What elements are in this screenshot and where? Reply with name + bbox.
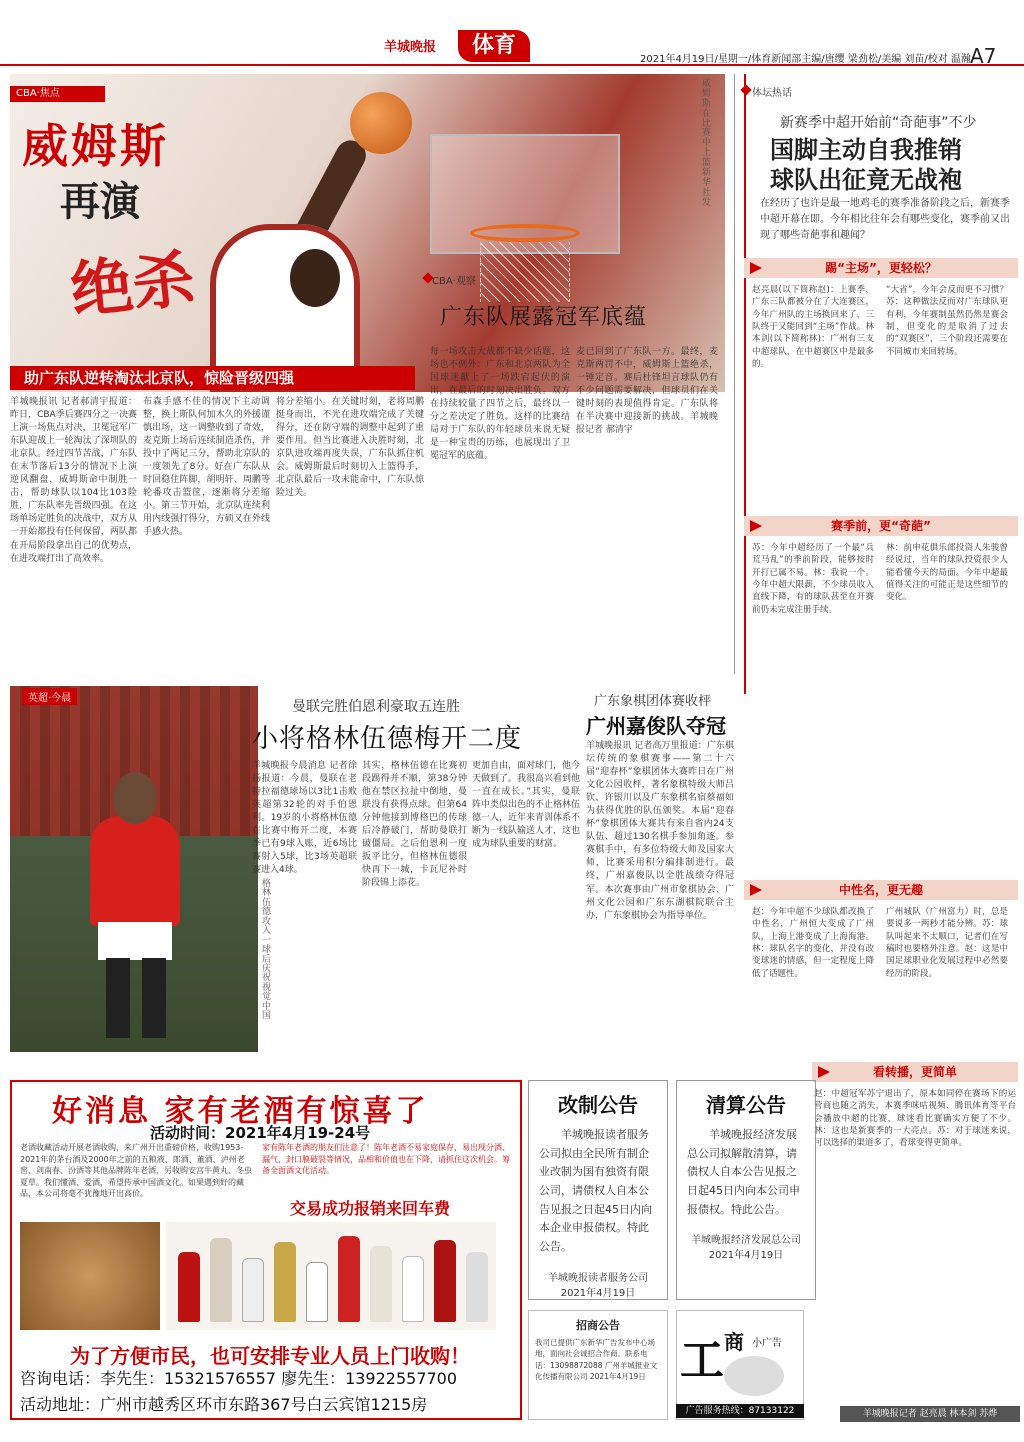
bottle-icon: [274, 1242, 296, 1322]
greenwood-photo: [10, 686, 258, 1052]
column-divider: [734, 74, 735, 674]
player-shirt-shape: [90, 816, 180, 926]
hero-title-line3: 绝杀: [67, 241, 199, 328]
mancity-tag: 英超·今晨: [22, 688, 77, 705]
small-ad-char: 商: [724, 1330, 744, 1354]
sidebar-text-1: 赵亮晨(以下简称赵)：上赛季，广东三队都被分在了大连赛区，今年广州队的主场换回来了，三队终于又能回到“主场”作战。林本剑(以下简称林)：广州有三支中超球队，在中超赛区中是最多的。: [752, 285, 874, 369]
reform-notice-signer: 羊城晚报读者服务公司: [548, 1272, 648, 1284]
small-ad-hotline: 广告服务热线：87133122: [676, 1404, 804, 1418]
liquidation-notice-signer: 羊城晚报经济发展总公司: [691, 1235, 801, 1247]
mancity-title: 小将格林伍德梅开二度: [252, 724, 523, 754]
recruit-notice: [528, 1310, 668, 1420]
newspaper-logo: 羊城晚报: [384, 40, 437, 55]
sidebar-text-3: 苏：今年中超经历了一个最“兵荒马乱”的季前阶段，能够按时开打已属不易。林：我说一个。今年中超大限薪，不少球员收入直线下降，有的球队甚至在开赛前仍未完成注册手续。: [752, 543, 874, 615]
reform-notice-date: 2021年4月19日: [560, 1287, 636, 1299]
sidebar-lead: 在经历了也许是最一地鸡毛的赛季准备阶段之后，新赛季中超开幕在即。今年相比往年会有哪些变化，赛季前又出现了哪些奇葩事和趣闻？: [760, 198, 1010, 241]
sidebar-text-2: “大省”，今年会反而更不习惯？苏：这种做法反而对广东球队更有利，今年赛制虽然仍然是赛会制，但变化的是取消了过去的“双赛区”，三个阶段还需要在不同城市来回转场。: [886, 285, 1008, 357]
telephone-icon: [724, 1356, 784, 1396]
story1-column-3: 将分差缩小。在关键时刻，老将周鹏挺身而出，不光在进攻端完成了关键得分，还在防守端的调整中起到了重要作用。但当比赛进入决胜时刻，北京队进攻端再度失误，广东队抓住机会。威姆斯最后时刻切入上篮得手，北京队最后一攻未能命中，广东队惊险过关。: [276, 397, 424, 499]
bottle-icon: [402, 1256, 424, 1322]
mancity-column-1: 羊城晚报今晨消息 记者徐扬报道：今晨，曼联在老特拉福德球场以3比1击败英超第32轮的对手伯恩利。19岁的小将格林伍德在比赛中梅开二度，本赛季已有9球入账，近6场比赛射入5球，比3场英超联赛进入4球。: [252, 761, 357, 876]
sidebar-tag: 体坛热话: [752, 88, 792, 99]
issue-line: 2021年4月19日/星期一/体育新闻部主编/唐缨 梁劲松/美编 刘苗/校对 温瀚: [640, 54, 971, 65]
small-ad-big-char: 工: [680, 1335, 724, 1386]
liquor-ad-contact: 咨询电话：李先生：15321576557 廖先生：13922557700: [20, 1369, 458, 1388]
sidebar-headline-1: 国脚主动自我推销: [770, 136, 962, 164]
page-number: A7: [970, 44, 997, 68]
liquidation-notice: [676, 1080, 816, 1300]
sidebar-band-2: 赛季前，更“奇葩”: [744, 516, 1018, 536]
liquor-ad-subtitle: 交易成功报销来回车费: [290, 1199, 451, 1218]
section-badge: 体育: [458, 30, 530, 62]
liquor-ad-address: 活动地址：广州市越秀区环市东路367号白云宾馆1215房: [20, 1395, 428, 1414]
sidebar-accent-rule: [744, 74, 746, 694]
sidebar-headline-2: 球队出征竟无战袍: [770, 166, 962, 194]
hero-title-line2: 再演: [60, 178, 140, 225]
observe-title: 广东队展露冠军底蕴: [440, 305, 648, 330]
bottle-icon: [306, 1262, 328, 1322]
liquor-bottles-photo: [166, 1222, 496, 1330]
player-head-shape: [290, 249, 340, 307]
story1-column-2: 布森手感不佳的情况下主动调整，换上斯队何加木久的外援谨慎出场，这一调整收到了奇效，麦克斯上场后连续制造杀伤，并投中了两记三分，帮助北京队的一度领先了8分。好在广东队从时回稳住阵脚，胡明轩、周鹏等轮番攻击篮筐，逐渐将分差缩小。第三节开始，北京队连续利用内线强打得分，方硕又在外线手感火热。: [143, 397, 270, 538]
chess-body: 羊城晚报讯 记者高万里报道：广东棋坛传统的象棋赛事——第二十六届“迎春杯”象棋团体大赛昨日在广州文化公园收枰，著名象棋特级大师吕钦、许银川以及广东象棋名宿蔡福如为获得优胜的队伍颁奖。本届“迎春杯”象棋团体大赛共有来自省内24支队伍、超过130名棋手参加角逐。参赛棋手中，有多位特级大师及国家大师，比赛采用积分编排制进行。最终，广州嘉俊队以全胜战绩夺得冠军。本次赛事由广州市象棋协会、广州文化公园和广东东湖棋院联合主办，广东象棋协会为指导单位。: [586, 741, 734, 921]
bottle-icon: [370, 1246, 392, 1322]
hero-photo-credit: 威姆斯在比赛中上篮 新华社发: [702, 79, 712, 208]
liquor-ad-body-2: 家有陈年老酒的朋友们注意了！陈年老酒不易家庭保存，易出现分酒、漏气、封口膜破裂等情况，品相和价值也在下降，请抓住这次机会。筹备全面酒文化活动。: [262, 1143, 510, 1176]
reform-notice-body: 羊城晚报读者服务公司拟由全民所有制企业改制为国有独资有限公司，请债权人自本公告见报之日起45日内向本企业申报债权。特此公告。: [539, 1128, 652, 1254]
liquor-ad-body: 老酒收藏活动开展老酒收购，来广州开出重磅价格，收购1953-2021年的茅台酒及2000年之前的五粮液、郎酒、董酒、泸州老窖、剑南春、汾酒等其他品牌陈年老酒，另收购安宫牛黄丸、冬虫夏草。我们懂酒、爱酒，希望传承中国酒文化。如果遇到好的藏品，本公司将毫不犹豫地开出高价。: [20, 1143, 252, 1199]
bottle-icon: [210, 1238, 232, 1322]
cordyceps-photo: [20, 1222, 160, 1330]
liquor-ad-title: 好消息 家有老酒有惊喜了: [52, 1094, 429, 1129]
liquidation-notice-title: 清算公告: [706, 1093, 786, 1117]
sidebar-band-4: 看转播，更简单: [812, 1062, 1018, 1082]
chess-kicker: 广东象棋团体赛收枰: [594, 694, 712, 709]
reform-notice-title: 改制公告: [558, 1093, 638, 1117]
net-shape: [480, 242, 570, 302]
player-head-shape: [113, 772, 157, 824]
sidebar-band-1: 踢“主场”，更轻松？: [744, 258, 1018, 278]
bottle-icon: [466, 1252, 488, 1322]
story2-column-2: 麦已回到了广东队一方。最终，麦克斯两罚不中，威姆斯上篮绝杀，一锤定音。赛后杜锋坦言球队仍有不少问题需要解决，但球员们在关键时刻的表现值得肯定。广东队将在半决赛中迎接新的挑战。羊城晚报记者 郝清宇: [576, 347, 718, 436]
liquidation-notice-date: 2021年4月19日: [708, 1250, 784, 1262]
bottle-icon: [178, 1252, 200, 1322]
small-ad-suffix: 小广告: [752, 1338, 782, 1349]
sidebar-kicker: 新赛季中超开始前“奇葩事”不少: [780, 115, 977, 131]
sidebar-text-6: 广州城队（广州富力）时，总是要说多一两秒才能分辨。苏：球队叫起来不太顺口，记者们在写稿时也要格外注意。赵：这是中国足球职业化发展过程中必然要经历的阶段。: [886, 907, 1008, 979]
hero-title-line1: 威姆斯: [22, 119, 169, 173]
basketball-icon: [350, 92, 412, 154]
sidebar-band-3: 中性名，更无趣: [744, 880, 1018, 900]
liquor-ad-banner: 为了方便市民，也可安排专业人员上门收购！: [70, 1344, 470, 1368]
sidebar-text-7: 赵：中超冠军苏宁退出了，原本如同停在赛场下的运营商也随之消失，本赛季咪咕视频、腾讯体育等平台会播放中超的比赛，球迷看比赛确实方便了不少。林：这也是新赛季的一大亮点。苏：对于球迷来说，可以选择的渠道多了，看球变得更简单。: [814, 1089, 1016, 1149]
liquidation-notice-body: 羊城晚报经济发展总公司拟解散清算，请债权人自本公告见报之日起45日内向本公司申报债权。特此公告。: [687, 1128, 800, 1216]
sidebar-byline: 羊城晚报记者 赵亮晨 林本剑 苏烨: [840, 1406, 1020, 1422]
hero-tag: CBA·焦点: [10, 86, 105, 102]
recruit-notice-title: 招商公告: [576, 1319, 620, 1332]
hoop-shape: [470, 224, 580, 242]
mancity-column-3: 更加自由，面对球门，他今天做到了。我很高兴看到他一直在成长。”其实，曼联阵中类似出色的不止格林伍德一人，近年来青训体系不断为一线队输送人才，这也成为球队重要的财富。: [472, 761, 581, 850]
player-legs-shape: [106, 958, 166, 1038]
sidebar-text-5: 赵：今年中超不少球队都改换了中性名，广州恒大变成了广州队，上海上港变成了上海海港。林：球队名字的变化，并没有改变球迷的情感，但一定程度上降低了话题性。: [752, 907, 874, 979]
reform-notice: [528, 1080, 668, 1300]
bottle-icon: [242, 1258, 264, 1322]
recruit-notice-body: 我司已提供广东新华广告发布中心场地，面向社会诚招合作商。联系电话：13098872088 广州羊城报业文化传播有限公司 2021年4月19日: [535, 1338, 658, 1381]
observe-tag: CBA·观察: [432, 276, 476, 287]
mancity-photo-credit: 格林伍德攻入一球后庆祝 视觉中国: [262, 879, 272, 1022]
bottle-icon: [338, 1236, 360, 1322]
diamond-icon: [740, 84, 751, 95]
bottle-icon: [434, 1240, 456, 1322]
story1-column-1: 羊城晚报讯 记者郝清宇报道：昨日，CBA季后赛四分之一决赛上演一场焦点对决，卫冕冠军广东队迎战上一轮淘汰了深圳队的北京队。经过四节苦战，广东队在末节落后13分的情况下上演逆风翻盘，威姆斯命中制胜一击，帮助球队以104比103险胜，广东队率先晋级四强。在这场单场定胜负的决战中，双方从一开始都投有任何保留，两队都在开局阶段拿出自己的优势点，在进攻端打出了高效率。: [10, 397, 137, 564]
liquor-ad-time: 活动时间：2021年4月19-24号: [150, 1124, 371, 1142]
hero-subtitle: 助广东队逆转淘汰北京队，惊险晋级四强: [10, 366, 415, 390]
sidebar-text-4: 林：前申花俱乐部投资人朱骏曾经说过，当年的球队投资很少人能看懂今天的局面。今年中超最值得关注的可能正是这些细节的变化。: [886, 543, 1008, 603]
chess-title: 广州嘉俊队夺冠: [586, 714, 726, 738]
mancity-column-2: 其实，格林伍德在比赛初段踢得并不顺，第38分钟他在禁区拉扯中倒地，曼联没有获得点球。但第64分钟他接到博格巴的传球后冷静破门，帮助曼联打破僵局。之后伯恩利一度扳平比分，但格林伍德很快再下一城，卡瓦尼补时阶段锦上添花。: [362, 761, 467, 889]
story2-column-1: 每一场攻击大战都不缺少话题，这场也不例外：广东和北京两队为全国球迷献上了一场跌宕起伏的演出，在最后的时刻决出胜负。双方在持续较量了四节之后，最终以一分之差决定了胜负。这样的比赛结局对于广东队的年轻球员来说无疑是一种宝贵的历练，也展现出了卫冕冠军的底蕴。: [430, 347, 570, 462]
mancity-kicker: 曼联完胜伯恩利豪取五连胜: [292, 699, 460, 715]
player-shorts-shape: [98, 922, 172, 960]
